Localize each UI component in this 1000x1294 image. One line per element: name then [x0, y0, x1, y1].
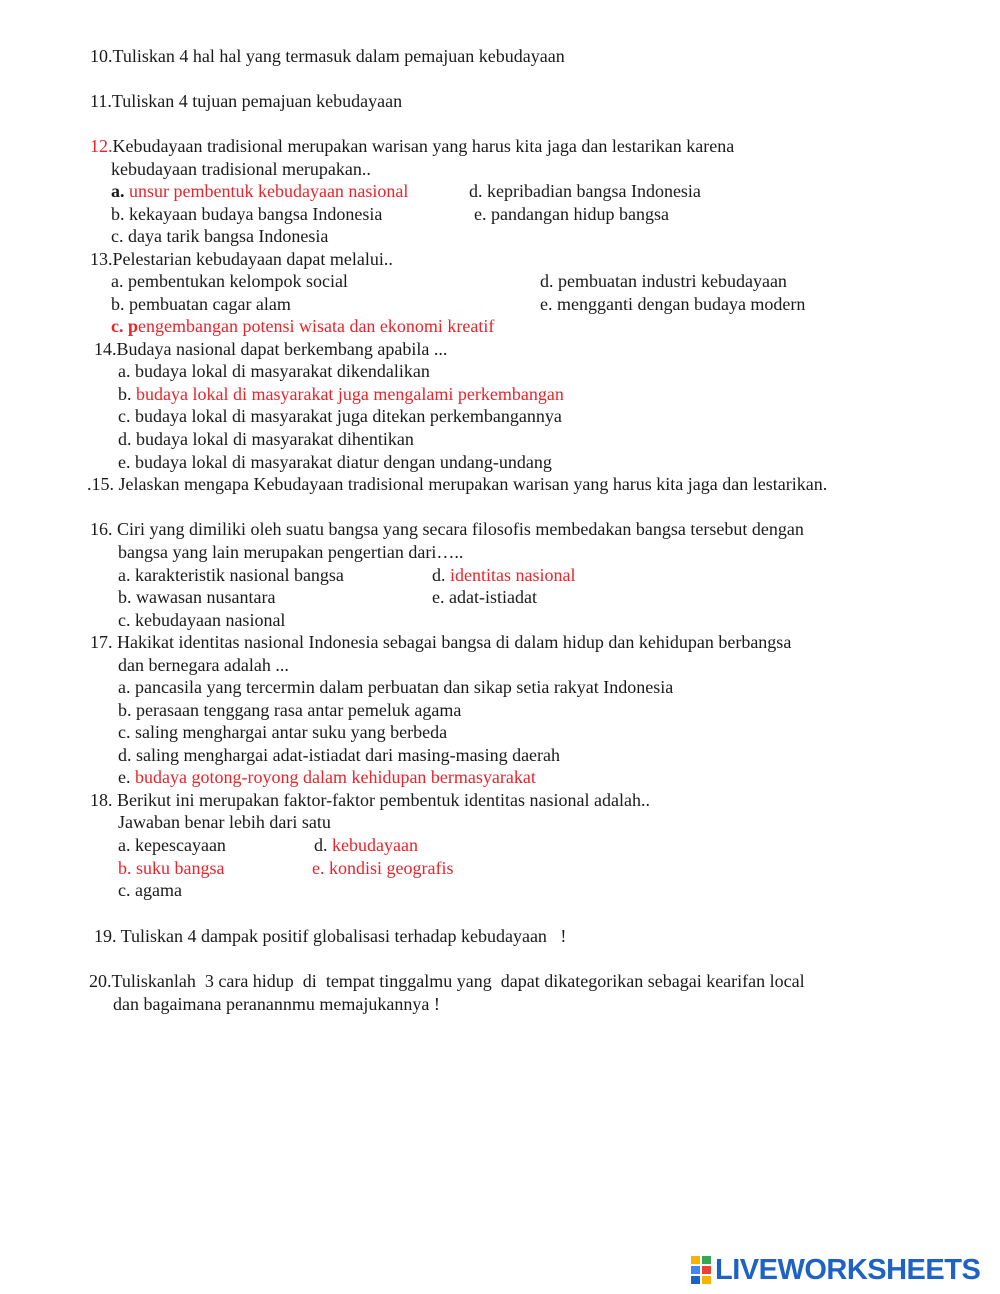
- answer-text: identitas nasional: [445, 565, 576, 585]
- option-17-a[interactable]: a. pancasila yang tercermin dalam perbuatan dan sikap setia rakyat Indonesia: [118, 677, 674, 697]
- question-17-text-cont: dan bernegara adalah ...: [118, 655, 289, 675]
- question-20-text-cont: dan bagaimana peranannmu memajukannya !: [113, 994, 440, 1014]
- option-letter: c. p: [111, 316, 138, 336]
- question-10: 10.Tuliskan 4 hal hal yang termasuk dalam pemajuan kebudayaan: [90, 46, 565, 66]
- option-letter: d.: [432, 565, 446, 585]
- option-16-e[interactable]: e. adat-istiadat: [432, 587, 537, 607]
- option-16-d[interactable]: [432, 564, 575, 586]
- option-14-d[interactable]: d. budaya lokal di masyarakat dihentikan: [118, 429, 414, 449]
- option-12-e[interactable]: e. pandangan hidup bangsa: [474, 204, 669, 224]
- option-14-c[interactable]: c. budaya lokal di masyarakat juga ditekan perkembangannya: [118, 406, 562, 426]
- answer-text: engembangan potensi wisata dan ekonomi kreatif: [138, 316, 495, 336]
- option-17-d[interactable]: d. saling menghargai adat-istiadat dari masing-masing daerah: [118, 745, 561, 765]
- option-13-e[interactable]: e. mengganti dengan budaya modern: [540, 294, 806, 314]
- question-18: 18. Berikut ini merupakan faktor-faktor pembentuk identitas nasional adalah..: [90, 790, 650, 810]
- option-12-c[interactable]: c. daya tarik bangsa Indonesia: [111, 226, 329, 246]
- option-12-d[interactable]: d. kepribadian bangsa Indonesia: [469, 181, 701, 201]
- question-19: 19. Tuliskan 4 dampak positif globalisasi terhadap kebudayaan !: [94, 926, 567, 946]
- option-17-e[interactable]: [118, 766, 536, 788]
- question-18-text-cont: Jawaban benar lebih dari satu: [118, 812, 331, 832]
- question-12-text: Kebudayaan tradisional merupakan warisan yang harus kita jaga dan lestarikan karena: [112, 136, 735, 156]
- option-18-e[interactable]: e. kondisi geografis: [312, 858, 454, 878]
- option-13-b[interactable]: b. pembuatan cagar alam: [111, 294, 291, 314]
- option-letter: e.: [118, 767, 131, 787]
- question-20: 20.Tuliskanlah 3 cara hidup di tempat tinggalmu yang dapat dikategorikan sebagai kearifan local: [89, 971, 805, 991]
- liveworksheets-logo-icon: [690, 1255, 712, 1285]
- option-letter: a.: [111, 181, 125, 201]
- option-13-c[interactable]: [111, 315, 494, 337]
- option-16-c[interactable]: c. kebudayaan nasional: [118, 610, 286, 630]
- option-18-d[interactable]: [314, 834, 418, 856]
- option-18-b[interactable]: b. suku bangsa: [118, 858, 225, 878]
- option-14-b[interactable]: [118, 383, 564, 405]
- question-12-number: 12.: [90, 136, 113, 156]
- answer-text: budaya gotong-royong dalam kehidupan bermasyarakat: [130, 767, 536, 787]
- option-12-a[interactable]: [111, 180, 408, 202]
- question-16: 16. Ciri yang dimiliki oleh suatu bangsa yang secara filosofis membedakan bangsa tersebut dengan: [90, 519, 804, 539]
- option-18-a[interactable]: a. kepescayaan: [118, 835, 226, 855]
- liveworksheets-logo: [690, 1253, 990, 1287]
- question-15: .15. Jelaskan mengapa Kebudayaan tradisional merupakan warisan yang harus kita jaga dan lestarikan.: [87, 474, 828, 494]
- option-letter: d.: [314, 835, 328, 855]
- answer-text: kebudayaan: [327, 835, 418, 855]
- question-17: 17. Hakikat identitas nasional Indonesia sebagai bangsa di dalam hidup dan kehidupan berbangsa: [90, 632, 792, 652]
- option-letter: b.: [118, 384, 132, 404]
- question-16-text-cont: bangsa yang lain merupakan pengertian dari…..: [118, 542, 464, 562]
- question-12-text-cont: kebudayaan tradisional merupakan..: [111, 159, 371, 179]
- option-16-a[interactable]: a. karakteristik nasional bangsa: [118, 565, 344, 585]
- question-14: 14.Budaya nasional dapat berkembang apabila ...: [94, 339, 448, 359]
- liveworksheets-logo-text: LIVEWORKSHEETS: [715, 1253, 981, 1286]
- option-14-e[interactable]: e. budaya lokal di masyarakat diatur dengan undang-undang: [118, 452, 552, 472]
- question-11: 11.Tuliskan 4 tujuan pemajuan kebudayaan: [90, 91, 403, 111]
- option-13-a[interactable]: a. pembentukan kelompok social: [111, 271, 348, 291]
- option-17-b[interactable]: b. perasaan tenggang rasa antar pemeluk agama: [118, 700, 462, 720]
- option-14-a[interactable]: a. budaya lokal di masyarakat dikendalikan: [118, 361, 430, 381]
- answer-text: unsur pembentuk kebudayaan nasional: [124, 181, 409, 201]
- answer-text: budaya lokal di masyarakat juga mengalami perkembangan: [131, 384, 564, 404]
- option-12-b[interactable]: b. kekayaan budaya bangsa Indonesia: [111, 204, 383, 224]
- option-16-b[interactable]: b. wawasan nusantara: [118, 587, 276, 607]
- question-13: 13.Pelestarian kebudayaan dapat melalui..: [90, 249, 393, 269]
- option-13-d[interactable]: d. pembuatan industri kebudayaan: [540, 271, 787, 291]
- option-18-c[interactable]: c. agama: [118, 880, 182, 900]
- question-12: [90, 135, 734, 157]
- option-17-c[interactable]: c. saling menghargai antar suku yang berbeda: [118, 722, 448, 742]
